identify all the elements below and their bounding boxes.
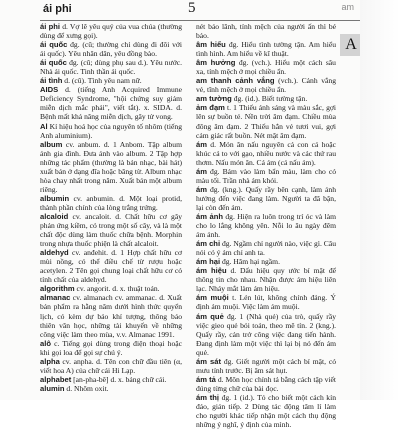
header-rule: [40, 20, 362, 21]
entry-definition: đg. 1 (id.). Tỏ cho biết một cách kín đáo, gián tiếp. 2 Dùng tác động tâm lí làm cho người khác tiếp nhận một cách thụ động những ý nghĩ, ý định của mình.: [196, 392, 336, 429]
entry-definition: (vch.). Cảnh vắng vẻ, tĩnh mệch ở mọi chiều ẩn.: [196, 76, 336, 95]
dictionary-entry: [196, 293, 336, 311]
entry-headword: alumin: [40, 383, 65, 393]
dictionary-entry: [196, 22, 336, 40]
entry-headword: ám thị: [196, 392, 220, 402]
entry-definition: đg. (kng.). Quấy rầy bên cạnh, làm ảnh hưởng đến việc đang làm. Người ta đã bận, lại còn đến ám.: [196, 184, 336, 212]
entry-definition: cv. anđehit. d. 1 Hợp chất hữu cơ mùi nồng, có thể điều chế từ rượu hoặc acetylen. 2 Tên gọi chung loại chất hữu cơ có tính chất của aldehyd.: [40, 248, 182, 285]
entry-headword: album: [40, 139, 63, 149]
entry-definition: d. Nhôm oxit.: [66, 383, 109, 393]
entry-definition: đg. Hãm hại ngầm.: [221, 257, 280, 267]
dictionary-entry: [40, 284, 182, 293]
dictionary-entry: [196, 312, 336, 357]
dictionary-entry: [40, 212, 182, 248]
entry-headword: almanac: [40, 293, 71, 303]
dictionary-entry: [196, 393, 336, 429]
entry-headword: alô: [40, 338, 51, 348]
left-column: [40, 22, 182, 400]
dictionary-entry: [40, 40, 182, 58]
dictionary-entry: [196, 94, 336, 103]
entry-definition: đg. Giết người một cách bí mật, có mưu tính trước. Bị âm sát hụt.: [196, 356, 337, 375]
dictionary-entry: [40, 357, 182, 375]
dictionary-entry: [40, 22, 182, 40]
entry-definition: đg. (cũ; dùng phụ sau d.). Yêu nước. Nhà ái quốc. Tinh thần ái quốc.: [40, 58, 182, 77]
entry-definition: t. Lén lút, không chính đáng. Ý định ám muội. Việc làm ám muội.: [196, 293, 336, 312]
entry-definition: d. Vợ lẽ yêu quý của vua chúa (thường dùng để xưng gọi).: [40, 22, 183, 41]
entry-headword: ám muội: [196, 293, 229, 303]
entry-headword: ám hại: [196, 257, 221, 267]
dictionary-entry: [40, 58, 182, 76]
entry-headword: ái phi: [40, 22, 61, 31]
entry-headword: AIDS: [40, 85, 59, 95]
dictionary-entry: [40, 194, 182, 212]
entry-definition: Kí hiệu hoá học của nguyên tố nhôm (tiếng Anh aluminium).: [40, 121, 182, 140]
entry-definition: cv. ancaloit. d. Chất hữu cơ gây phản ứng kiềm, có trong một số cây, và là một chất độc dùng làm thuốc chữa bệnh. Morphin trong nhựa thuốc phiện là chất alcaloit.: [40, 211, 182, 249]
entry-headword: âm hưởng: [196, 58, 236, 68]
dictionary-entry: [40, 85, 182, 121]
dictionary-entry: [40, 76, 182, 85]
entry-headword: ái tình: [40, 76, 63, 86]
entry-definition: d. (tiếng Anh Acquired Immune Deficiency Syndrome, "hội chứng suy giảm miễn dịch mắc phải", viết tắt). x. SIDA. d. Bệnh mất khả năng miễn dịch, gây tử vong.: [40, 85, 182, 122]
entry-definition: cv. anpha. d. Tên con chữ đầu tiên (α, viết hoa A) của chữ cái Hi Lạp.: [40, 356, 182, 375]
entry-definition: đg. 1 (Nhà quẻ) của trò, quấy rầy việc gieo quẻ bói toán, theo mê tín. 2 (kng.). Quấy rầy, cản trở công việc đang tiến hành. Đang định làm một việc thì lại bị nó đến ám quẻ.: [196, 311, 337, 357]
entry-headword: ám ảnh: [196, 211, 224, 221]
entry-definition: đg. Ngầm chỉ người nào, việc gì. Câu nói có ý ám chỉ anh ta.: [196, 239, 336, 258]
entry-headword: ám: [196, 166, 207, 176]
entry-headword: ám: [196, 184, 207, 194]
entry-headword: ám hiệu: [196, 266, 227, 276]
entry-headword: âm hiểu: [196, 40, 226, 50]
dictionary-entry: [196, 375, 336, 393]
entry-headword: ám sát: [196, 356, 221, 366]
thumb-index-tab: A: [340, 34, 362, 56]
entry-headword: ám quẻ: [196, 311, 224, 321]
dictionary-entry: [196, 58, 336, 76]
entry-definition: [an-pha-bê] d. x. bảng chữ cái.: [73, 374, 167, 384]
dictionary-entry: [40, 293, 182, 338]
entry-definition: d. Dấu hiệu quy ước bí mật để thông tin cho nhau. Nhận được ám hiệu liên lạc. Nháy mắt làm ám hiệu.: [196, 266, 336, 294]
dictionary-entry: [40, 375, 182, 384]
dictionary-entry: [196, 40, 336, 58]
dictionary-entry: [40, 339, 182, 357]
entry-definition: đg. (id.). Biết tường tận.: [233, 94, 308, 104]
dictionary-entry: [196, 103, 336, 139]
entry-headword: alcaloid: [40, 211, 69, 221]
page-number: 5: [188, 0, 196, 16]
entry-definition: t. 1 Thiếu ánh sáng và màu sắc, gợi lên sự buồn tẻ. Nền trời âm đạm. Chiều mùa đông âm đạm. 2 Thiếu hẳn vẻ tươi vui, gợi cảm giác rất buồn. Nét mặt âm đạm.: [196, 103, 336, 140]
entry-definition: d. Môn học chính tả bằng cách tập viết đúng từng chữ của bài đọc.: [196, 374, 336, 393]
running-headword: ái phi: [43, 3, 72, 15]
entry-headword: ám chỉ: [196, 239, 221, 249]
entry-definition: cv. angorit. d. x. thuật toán.: [76, 284, 160, 294]
entry-definition: d. Món ăn nấu nguyên cả con cá hoặc khúc cá to với gạo, nhiều nước và các thứ rau thơm. Nấu món ăn. Cá ám (cá nấu ám).: [196, 139, 337, 167]
entry-headword: am thanh cảnh vắng: [196, 76, 275, 86]
running-guide-right: am: [341, 2, 354, 12]
entry-definition: d. (cũ). Tình yêu nam nữ.: [64, 76, 142, 86]
dictionary-entry: [40, 384, 182, 393]
entry-definition: cv. anbum. d. 1 Anbom. Tập album ảnh gia đình. Đưa ảnh vào album. 2 Tập hợp những tác phẩm (thường là bản nhạc, bài hát) xuất bản ở dạng đĩa hoặc băng từ. Album nhạc hòa chay nhất trong năm. Xuất bản một album riêng.: [40, 139, 183, 194]
dictionary-entry: [196, 140, 336, 167]
entry-definition: cv. anbumin. d. Một loại protid, thành phần chính của lòng trắng trứng.: [40, 193, 182, 212]
entry-headword: alphabet: [40, 374, 72, 384]
entry-headword: ái quốc: [40, 58, 67, 68]
dictionary-entry: [196, 239, 336, 257]
entry-definition: đg. Bám vào làm bẩn màu, làm cho có màu tối. Trần nhà ám khói.: [196, 166, 336, 185]
entry-definition: đg. Hiện ra luôn trong trí óc và làm cho lo lắng không yên. Nỗi lo âu ngày đêm ám ảnh.: [196, 211, 337, 240]
entry-definition: cv. almanach cv. ammanac. d. Xuất bản phẩm ra hằng năm dưới hình thức quyển lịch, có kèm dự báo khí tượng, thông báo thiên văn học, những tài khuyến về những công việc làm theo mùa, v.v. Almanac 1991.: [40, 293, 182, 339]
entry-definition: c. Tiếng gọi dùng trong điện thoại hoặc khi gọi loa để gọi sự chú ý.: [40, 338, 182, 357]
entry-definition: đg. (cũ; thường chỉ dùng đi đôi với ái quốc). Yêu nhân dân, yêu đồng bào.: [40, 40, 183, 59]
dictionary-entry: [196, 76, 336, 94]
dictionary-entry: [196, 212, 336, 239]
right-column: [196, 22, 337, 429]
dictionary-entry: [40, 140, 182, 194]
dictionary-entry: [40, 122, 182, 140]
entry-headword: am tường: [196, 94, 232, 104]
dictionary-entry: [40, 248, 182, 284]
entry-headword: alpha: [40, 356, 60, 366]
entry-headword: ám: [196, 139, 207, 149]
entry-definition: đg. (vch.). Hiểu một cách sâu xa, tính mệch ở mọi chiều ẩn.: [196, 58, 336, 77]
entry-definition: đg. Hiểu tình tường tận. Am hiểu tình hình. Am hiểu về kĩ thuật.: [196, 40, 336, 59]
entry-headword: ái quốc: [40, 40, 68, 50]
dictionary-entry: [196, 266, 336, 293]
entry-headword: aldehyd: [40, 248, 69, 258]
dictionary-entry: [196, 185, 336, 212]
dictionary-entry: [196, 167, 336, 185]
dictionary-entry: [196, 257, 336, 266]
dictionary-entry: [196, 357, 336, 375]
entry-headword: Al: [40, 121, 48, 131]
entry-headword: ám tả: [196, 374, 216, 384]
entry-headword: ảm đạm: [196, 103, 225, 113]
entry-definition: nét bảo lãnh, tính mệch của người ấn thì bé bảo.: [196, 22, 336, 41]
entry-headword: albumin: [40, 193, 70, 203]
page-header: [0, 0, 400, 22]
page-edge: [360, 0, 400, 400]
entry-headword: algorithm: [40, 284, 75, 294]
